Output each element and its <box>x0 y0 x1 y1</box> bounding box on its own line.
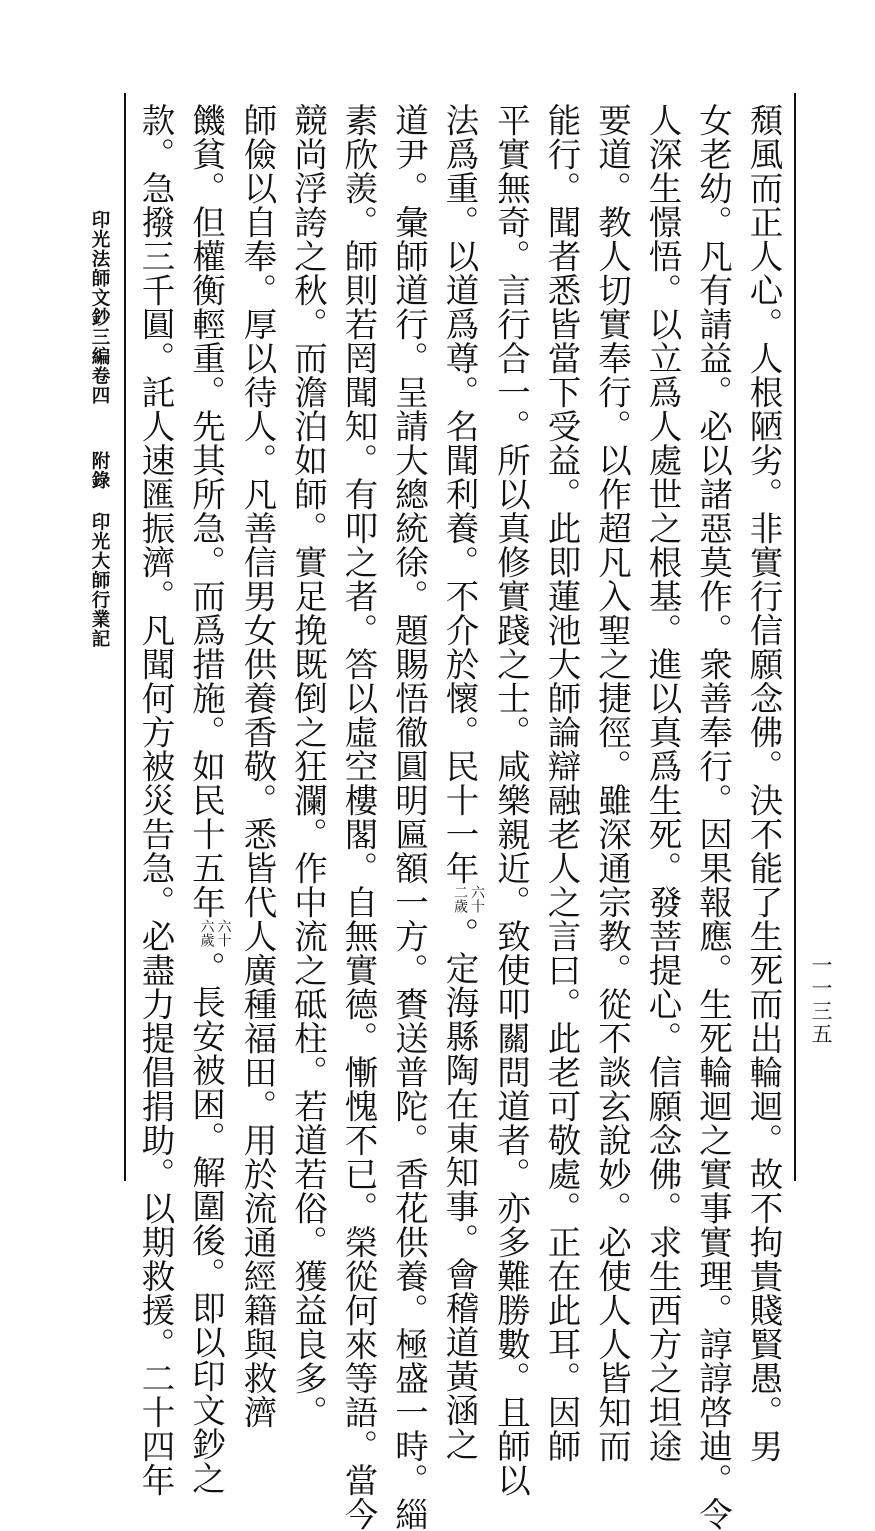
text-column: 素欣羨。師則若罔聞知。有叩之者。答以虛空樓閣。自無實德。慚愧不已。榮從何來等語。當今 <box>339 103 378 1531</box>
text-column: 款。急撥三千圓。託人速匯振濟。凡聞何方被災告急。必盡力提倡捐助。以期救援。二十四年 <box>136 103 175 1497</box>
body-text <box>128 103 788 1531</box>
text-column: 要道。教人切實奉行。以作超凡入聖之捷徑。雖深通宗教。從不談玄說妙。必使人人皆知而 <box>592 103 632 1463</box>
section-label: 附錄 <box>89 451 110 490</box>
text-column: 競尚浮誇之秋。而澹泊如師。實足挽既倒之狂瀾。作中流之砥柱。若道若俗。獲益良多。 <box>288 103 328 1429</box>
left-border-rule <box>124 93 126 1181</box>
chapter-title: 印光大師行業記 <box>89 512 110 649</box>
age-annotation: 六十六歲 <box>198 919 232 947</box>
age-annotation: 六十二歲 <box>452 885 485 913</box>
text-column: 師儉以自奉。厚以待人。凡善信男女供養香敬。悉皆代人廣種福田。用於流通經籍與救濟 <box>238 103 277 1429</box>
text-column: 人深生憬悟。以立爲人處世之根基。進以真爲生死。發菩提心。信願念佛。求生西方之坦途 <box>643 103 682 1463</box>
right-border-rule <box>794 93 796 1181</box>
page-number: 一一三五 <box>809 954 833 1046</box>
text-column: 能行。聞者悉皆當下受益。此即蓮池大師論辯融老人之言曰。此老可敬處。正在此耳。因師 <box>542 103 581 1463</box>
text-column: 道尹。彙師道行。呈請大總統徐。題賜悟徹圓明匾額一方。賚送普陀。香花供養。極盛一時。緇 <box>389 103 429 1531</box>
text-column: 法爲重。以道爲尊。名聞利養。不介於懷。民十一年六十二歲。定海縣陶在東知事。會稽道黃涵之 <box>440 103 485 1461</box>
page-margin-header <box>86 210 112 649</box>
text-column: 頹風而正人心。人根陋劣。非實行信願念佛。決不能了生死而出輪迴。故不拘貴賤賢愚。男 <box>744 103 783 1463</box>
text-column: 饑貧。但權衡輕重。先其所急。而爲措施。如民十五年六十六歲。長安被困。解圍後。即以印文鈔之 <box>186 103 232 1495</box>
text-column: 女老幼。凡有請益。必以諸惡莫作。衆善奉行。因果報應。生死輪迴之實事實理。諄諄啓迪。令 <box>693 103 733 1531</box>
text-column: 平實無奇。言行合一。所以真修實踐之士。咸樂親近。致使叩關問道者。亦多難勝數。且師以 <box>491 103 531 1497</box>
book-title: 印光法師文鈔三編卷四 <box>89 210 110 405</box>
